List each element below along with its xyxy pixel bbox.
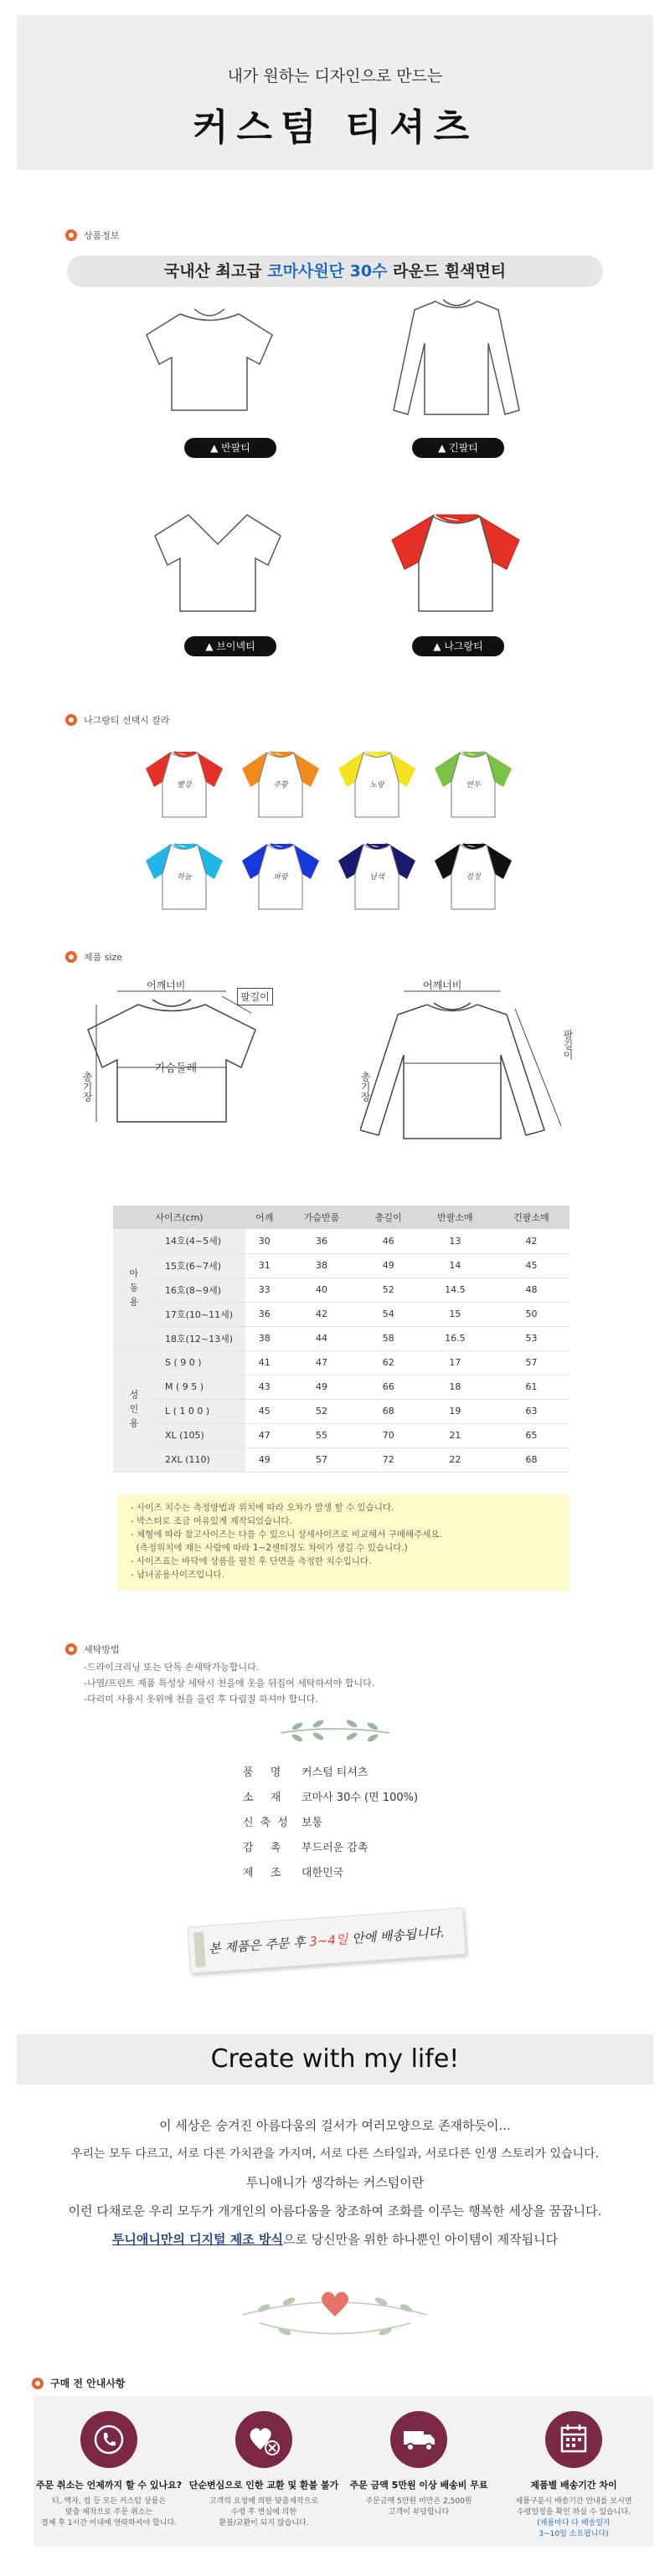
table-row xyxy=(113,1229,570,1253)
size-table xyxy=(113,1206,570,1473)
color-name: 연두 xyxy=(466,781,481,789)
spec-value: 대한민국 xyxy=(302,1867,344,1879)
spec-value: 코마사 30수 (면 100%) xyxy=(302,1792,419,1804)
label-sleeve-long: 팔길이 xyxy=(562,1030,574,1060)
notice-line: - 남녀공용사이즈입니다. xyxy=(131,1570,224,1580)
label-shoulder-long: 어깨너비 xyxy=(423,979,462,991)
size-value-cell: 31 xyxy=(245,1253,284,1278)
product-headline: 국내산 최고급 코마사원단 30수 라운드 흰색면티 xyxy=(67,255,603,287)
size-value-cell: 14 xyxy=(417,1253,493,1278)
size-value-cell: 57 xyxy=(493,1350,570,1375)
size-header-cell: 사이즈(cm) xyxy=(113,1206,245,1229)
label-shoulder: 어깨너비 xyxy=(147,979,186,991)
label-sleeve: 팔길이 xyxy=(237,988,273,1005)
size-value-cell: 40 xyxy=(284,1278,360,1302)
color-swatch-shirt xyxy=(239,745,322,824)
size-header-cell: 반팔소매 xyxy=(417,1206,493,1229)
color-swatch-shirt xyxy=(239,837,322,916)
notice-line: - 박스티로 조금 여유있게 제작되었습니다. xyxy=(131,1516,292,1526)
size-value-cell: 66 xyxy=(360,1375,417,1399)
color-name: 주황 xyxy=(273,781,288,789)
size-value-cell: 44 xyxy=(284,1326,360,1350)
section-title-guide: 구매 전 안내사항 xyxy=(32,2376,126,2390)
spec-key: 소 재 xyxy=(243,1792,288,1804)
color-swatch-shirt xyxy=(431,837,515,916)
table-row xyxy=(113,1253,570,1278)
size-value-cell: 38 xyxy=(284,1253,360,1278)
size-notice xyxy=(117,1494,570,1591)
bullet-icon xyxy=(65,951,77,963)
size-value-cell: 55 xyxy=(284,1423,360,1447)
guide-card xyxy=(188,2411,339,2529)
notice-line: - 체형에 따라 참고사이즈는 다를 수 있으니 상세사이즈로 비교해서 구매해주세요. xyxy=(131,1530,442,1540)
guide-title: 주문 취소는 언제까지 할 수 있나요? xyxy=(35,2480,183,2491)
size-name-cell: S ( 9 0 ) xyxy=(153,1350,245,1375)
size-value-cell: 68 xyxy=(493,1447,570,1472)
color-name: 노랑 xyxy=(369,781,384,789)
table-row xyxy=(113,1350,570,1375)
size-value-cell: 52 xyxy=(360,1278,417,1302)
size-name-cell: XL (105) xyxy=(153,1423,245,1447)
size-value-cell: 57 xyxy=(284,1447,360,1472)
size-value-cell: 30 xyxy=(245,1229,284,1253)
raglan-shirt-image xyxy=(385,506,528,615)
size-value-cell: 49 xyxy=(284,1375,360,1399)
size-value-cell: 15 xyxy=(417,1302,493,1326)
color-name: 파랑 xyxy=(273,873,288,882)
size-value-cell: 49 xyxy=(360,1253,417,1278)
color-swatch-shirt xyxy=(142,745,226,824)
size-value-cell: 43 xyxy=(245,1375,284,1399)
shirt-type-label-short: ▲ 반팔티 xyxy=(184,438,276,458)
bullet-icon xyxy=(65,714,77,726)
table-row xyxy=(113,1302,570,1326)
size-value-cell: 47 xyxy=(245,1423,284,1447)
color-name: 남색 xyxy=(369,873,384,882)
size-name-cell: 17호(10~11세) xyxy=(153,1302,245,1326)
color-name: 검정 xyxy=(466,873,481,882)
size-value-cell: 33 xyxy=(245,1278,284,1302)
size-value-cell: 63 xyxy=(493,1399,570,1423)
color-swatch-shirt xyxy=(431,745,515,824)
calendar-icon xyxy=(545,2411,602,2468)
bullet-icon xyxy=(65,1643,77,1655)
size-value-cell: 45 xyxy=(493,1253,570,1278)
color-name: 빨강 xyxy=(177,781,192,789)
notice-line: (측정위치에 재는 사람에 따라 1~2센티정도 차이가 생길 수 있습니다.) xyxy=(131,1543,408,1553)
vneck-shirt-image xyxy=(151,506,285,615)
size-name-cell: 14호(4~5세) xyxy=(153,1229,245,1253)
size-name-cell: 15호(6~7세) xyxy=(153,1253,245,1278)
section-title-colors: 나그랑티 선택시 칼라 xyxy=(65,713,170,727)
heart-wreath-icon xyxy=(226,2273,444,2348)
shirt-type-label-raglan: ▲ 나그랑티 xyxy=(412,636,504,656)
size-value-cell: 46 xyxy=(360,1229,417,1253)
truck-icon xyxy=(390,2411,447,2468)
washing-instructions: -드라이크리닝 또는 단독 손세탁가능합니다. -나염/프린트 제품 특성상 세탁시 천을에 옷을 뒤집어 세탁하셔야 합니다. -다리미 사용시 옷위에 천을 올린 후 다림질 하셔야 합니다. xyxy=(84,1662,375,1704)
label-length-long: 총기장 xyxy=(359,1072,371,1102)
guide-card xyxy=(34,2411,184,2529)
guide-title: 주문 금액 5만원 이상 배송비 무료 xyxy=(349,2480,488,2491)
table-row xyxy=(113,1326,570,1350)
size-name-cell: 18호(12~13세) xyxy=(153,1326,245,1350)
guide-desc: 고객의 요청에 의한 맞춤제작으로 수령 후 변심에 의한 환불/교환이 되지 않습니다. xyxy=(209,2497,319,2527)
color-swatch-shirt xyxy=(142,837,226,916)
spec-value: 부드러운 감촉 xyxy=(302,1842,368,1854)
long-sleeve-shirt-image xyxy=(389,293,523,419)
brand-story: 이 세상은 숭겨진 아름다움의 걸서가 여러모양으로 존재하듯이... 우리는 모두 다르고, 서로 다른 가치관을 가지며, 서로 다른 스타일과, 서로다른 인생 스토리가 있습니다. 투니애니가 생각하는 커스텀이란 이런 다채로운 우리 모두가 개개인의 아름다움을 창조하여 조화를 이루는 행복한 세상을 꿈꿉니다. 투니애니만의 디지털 제조 방식으로 당신만을 위한 하나뿐인 아이템이 제작됩니다 xyxy=(68,2118,602,2247)
short-sleeve-size-diagram xyxy=(84,979,327,1130)
spec-key: 품 명 xyxy=(243,1766,288,1779)
size-value-cell: 41 xyxy=(245,1350,284,1375)
size-value-cell: 53 xyxy=(493,1326,570,1350)
size-header-cell: 긴팔소매 xyxy=(493,1206,570,1229)
color-name: 하늘 xyxy=(177,873,192,882)
delivery-note: 본 제품은 주문 후 3~4일 안에 배송됩니다. xyxy=(187,1908,466,1974)
size-value-cell: 65 xyxy=(493,1423,570,1447)
color-swatch-shirt xyxy=(335,837,419,916)
section-title-size: 제품 size xyxy=(65,950,122,964)
section-title-washing: 세탁방법 xyxy=(65,1643,120,1656)
spec-row xyxy=(243,1861,418,1886)
hero-subtitle: 내가 원하는 디자인으로 만드는 xyxy=(227,67,443,85)
shirt-type-label-long: ▲ 긴팔티 xyxy=(412,438,504,458)
spec-key: 감 촉 xyxy=(243,1842,288,1854)
spec-value: 커스텀 티셔츠 xyxy=(302,1766,368,1779)
size-name-cell: L ( 1 0 0 ) xyxy=(153,1399,245,1423)
leaf-ornament-icon xyxy=(272,1716,398,1750)
size-value-cell: 36 xyxy=(284,1229,360,1253)
table-row xyxy=(113,1399,570,1423)
size-value-cell: 14.5 xyxy=(417,1278,493,1302)
size-header-cell: 총길이 xyxy=(360,1206,417,1229)
heart-cancel-icon xyxy=(235,2411,292,2468)
notice-line: - 사이즈표는 바닥에 상품을 펼친 후 단면을 측정한 치수입니다. xyxy=(131,1556,372,1566)
size-value-cell: 13 xyxy=(417,1229,493,1253)
size-value-cell: 22 xyxy=(417,1447,493,1472)
spec-row xyxy=(243,1811,418,1836)
hero-banner xyxy=(17,15,653,170)
size-value-cell: 72 xyxy=(360,1447,417,1472)
size-value-cell: 52 xyxy=(284,1399,360,1423)
size-value-cell: 17 xyxy=(417,1350,493,1375)
create-title: Create with my life! xyxy=(17,2034,653,2085)
size-value-cell: 19 xyxy=(417,1399,493,1423)
size-value-cell: 42 xyxy=(284,1302,360,1326)
size-value-cell: 36 xyxy=(245,1302,284,1326)
short-sleeve-shirt-image xyxy=(142,297,276,414)
spec-row xyxy=(243,1761,418,1786)
size-group-label: 아동용 xyxy=(113,1229,153,1350)
size-value-cell: 18 xyxy=(417,1375,493,1399)
spec-value: 보통 xyxy=(302,1817,323,1829)
table-row xyxy=(113,1278,570,1302)
size-name-cell: M ( 9 5 ) xyxy=(153,1375,245,1399)
size-value-cell: 48 xyxy=(493,1278,570,1302)
table-row xyxy=(113,1423,570,1447)
size-value-cell: 42 xyxy=(493,1229,570,1253)
size-name-cell: 16호(8~9세) xyxy=(153,1278,245,1302)
size-value-cell: 45 xyxy=(245,1399,284,1423)
size-value-cell: 68 xyxy=(360,1399,417,1423)
size-header-cell: 가슴반품 xyxy=(284,1206,360,1229)
size-name-cell: 2XL (110) xyxy=(153,1447,245,1472)
size-table-header xyxy=(113,1206,570,1229)
size-value-cell: 38 xyxy=(245,1326,284,1350)
spec-key: 신축성 xyxy=(243,1817,295,1829)
long-sleeve-size-diagram xyxy=(360,979,586,1147)
guide-title: 제품별 배송기간 차이 xyxy=(530,2480,617,2491)
color-swatch-shirt xyxy=(335,745,419,824)
table-row xyxy=(113,1375,570,1399)
hero-title: 커스텀 티셔츠 xyxy=(192,106,478,149)
label-chest: 가슴둘레 xyxy=(155,1062,198,1075)
size-value-cell: 16.5 xyxy=(417,1326,493,1350)
size-value-cell: 61 xyxy=(493,1375,570,1399)
size-value-cell: 62 xyxy=(360,1350,417,1375)
phone-icon xyxy=(80,2411,137,2468)
size-value-cell: 21 xyxy=(417,1423,493,1447)
size-value-cell: 58 xyxy=(360,1326,417,1350)
spec-row xyxy=(243,1836,418,1861)
bullet-icon xyxy=(65,229,77,241)
product-spec xyxy=(243,1761,418,1886)
table-row xyxy=(113,1447,570,1472)
size-value-cell: 50 xyxy=(493,1302,570,1326)
guide-card xyxy=(343,2411,494,2518)
guide-desc: 주문금액 5만원 미만은 2,500원 고객이 부담합니다 xyxy=(365,2497,472,2517)
size-value-cell: 54 xyxy=(360,1302,417,1326)
size-value-cell: 70 xyxy=(360,1423,417,1447)
notice-line: - 사이즈 치수는 측정방법과 위치에 따라 오차가 발생 할 수 있습니다. xyxy=(131,1503,394,1513)
label-length: 총기장 xyxy=(81,1072,93,1102)
shirt-type-label-vneck: ▲ 브이넥티 xyxy=(184,636,276,656)
size-group-label: 성인용 xyxy=(113,1350,153,1472)
guide-title: 단순변심으로 인한 교환 및 환불 불가 xyxy=(188,2480,339,2491)
size-header-cell: 어깨 xyxy=(245,1206,284,1229)
spec-row xyxy=(243,1786,418,1811)
size-value-cell: 49 xyxy=(245,1447,284,1472)
size-value-cell: 47 xyxy=(284,1350,360,1375)
section-title-product-info: 상품정보 xyxy=(65,229,120,242)
bullet-icon xyxy=(32,2378,44,2389)
spec-key: 제 조 xyxy=(243,1867,288,1879)
guide-card xyxy=(498,2411,649,2540)
guide-desc: 티, 액자, 컵 등 모든 커스텀 상품은 맞춤 제작으로 주문 취소는 결제 후 1시간 이내에 연락하셔야 합니다. xyxy=(41,2497,177,2527)
guide-desc: 제품구분시 배송기간 안내를 보시면 수령일정을 확인 하실 수 있습니다. (제품마다 다 배송일자 3~10일 소요됩니다) xyxy=(515,2497,632,2538)
